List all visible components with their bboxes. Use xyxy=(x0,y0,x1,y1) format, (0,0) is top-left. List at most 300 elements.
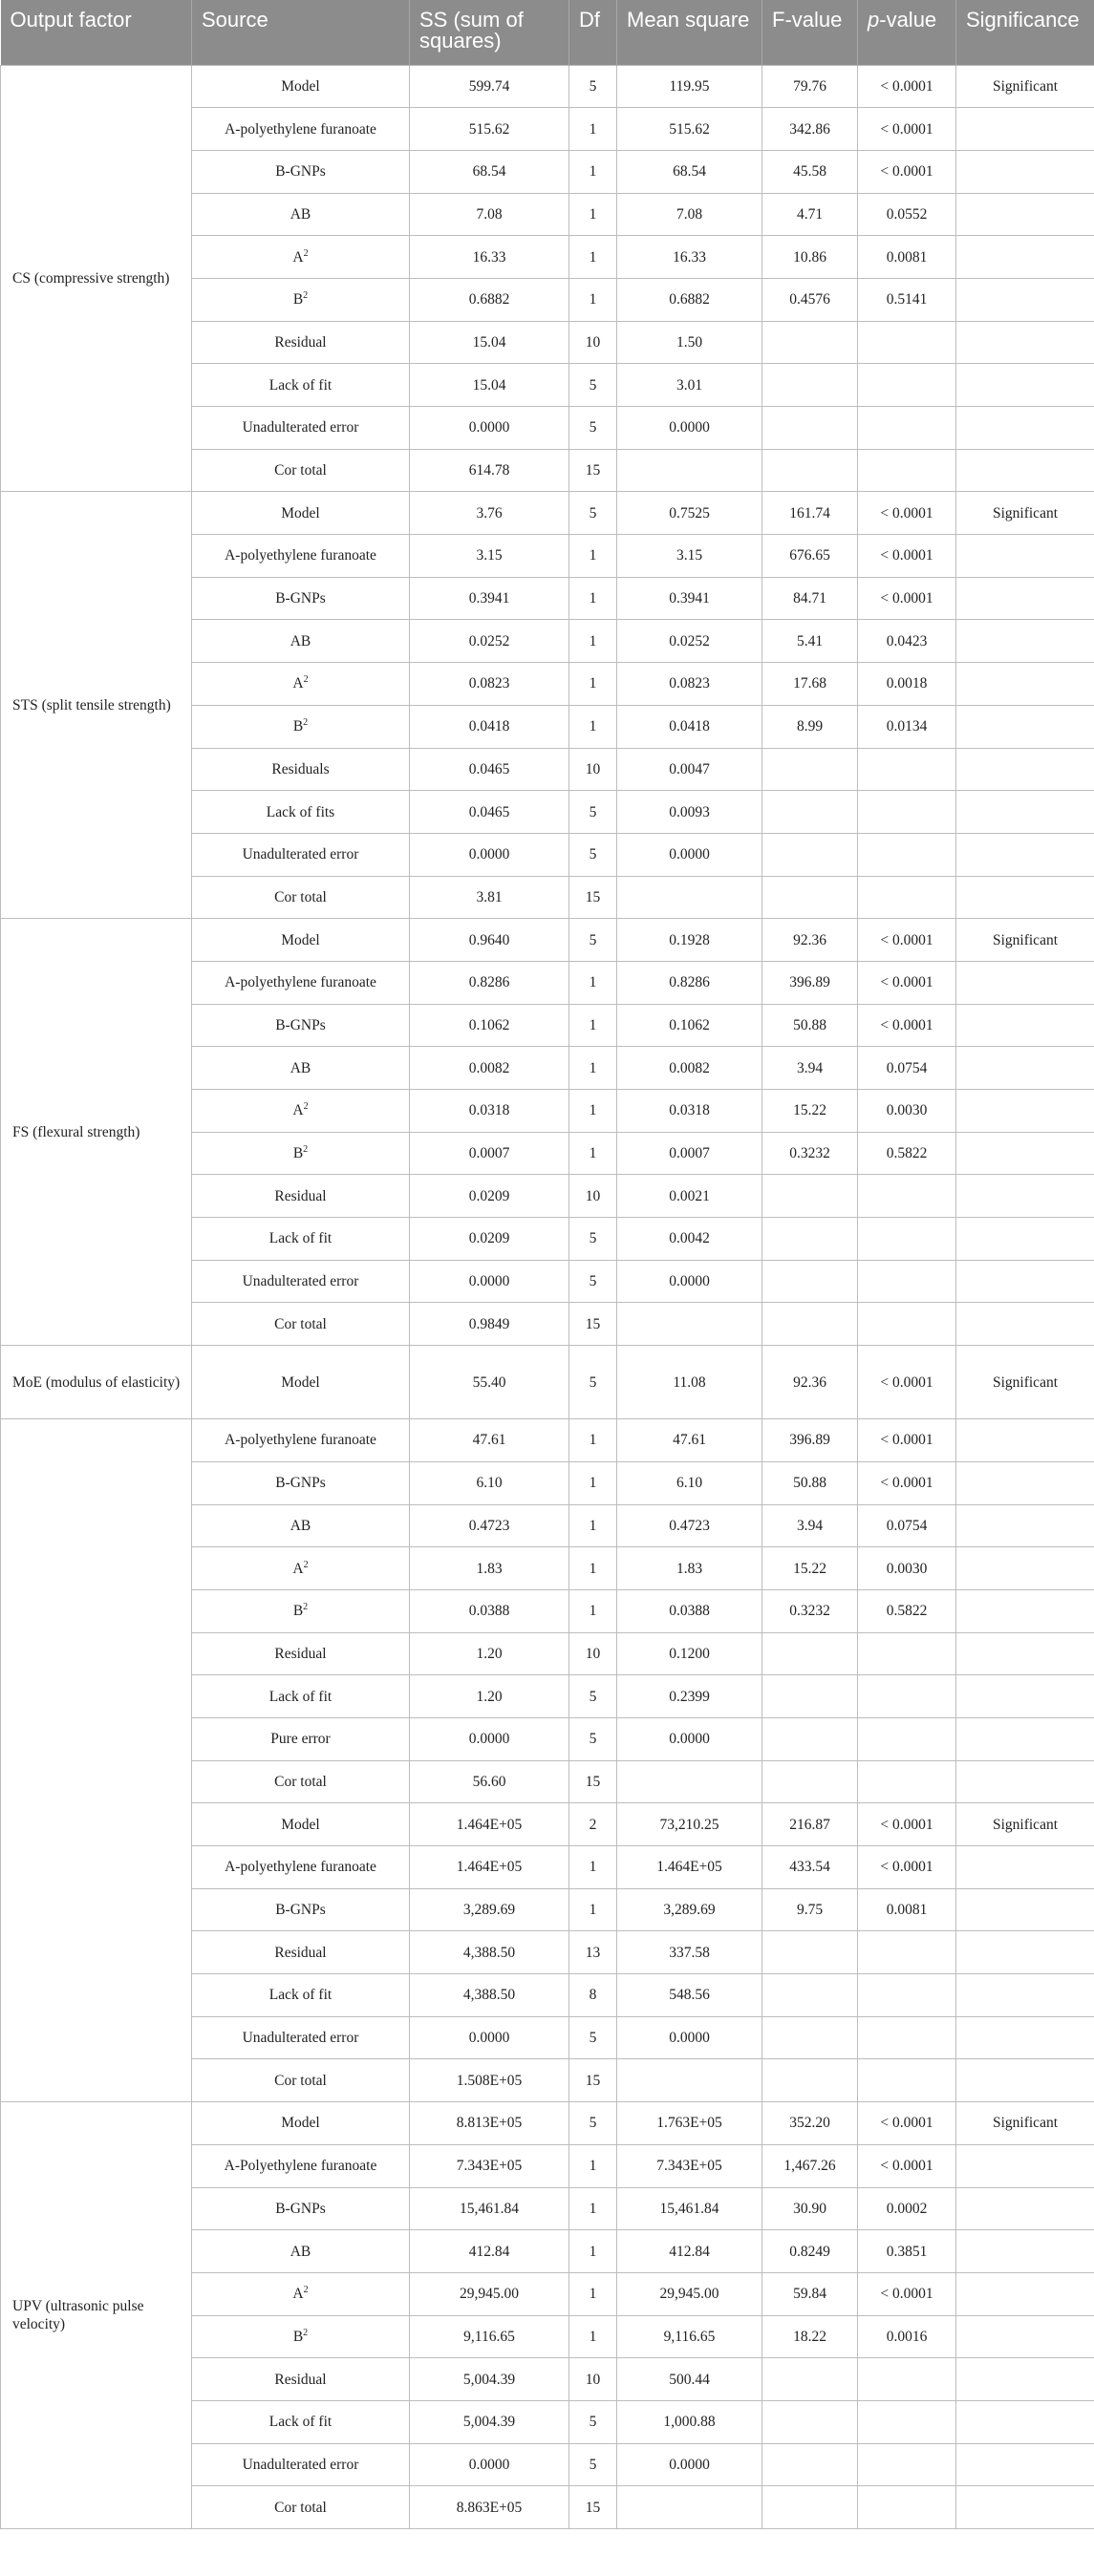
source-cell xyxy=(192,876,410,919)
ss-cell: 0.0082 xyxy=(410,1047,569,1090)
f-value-cell xyxy=(762,791,858,834)
source-label: B-GNPs xyxy=(275,1016,326,1033)
ss-cell: 0.0000 xyxy=(410,2443,569,2486)
source-label: A xyxy=(292,1560,304,1577)
source-label: Model xyxy=(281,1373,320,1391)
f-value-cell: 216.87 xyxy=(762,1803,858,1846)
mean-square-cell: 0.4723 xyxy=(617,1504,762,1547)
p-value-cell: < 0.0001 xyxy=(858,1461,956,1504)
source-label: Residual xyxy=(274,1645,327,1662)
f-value-cell: 84.71 xyxy=(762,577,858,620)
df-cell: 15 xyxy=(569,2059,617,2102)
p-value-cell xyxy=(858,1632,956,1675)
source-cell xyxy=(192,2358,410,2401)
source-cell xyxy=(192,1004,410,1047)
ss-cell: 15.04 xyxy=(410,364,569,407)
ss-cell: 7.08 xyxy=(410,193,569,236)
mean-square-cell: 0.0000 xyxy=(617,2443,762,2486)
source-label: Cor total xyxy=(274,2072,327,2089)
mean-square-cell: 1.50 xyxy=(617,321,762,364)
ss-cell: 0.4723 xyxy=(410,1504,569,1547)
output-factor-cell: MoE (modulus of elasticity) xyxy=(1,1346,192,1419)
header-p-value: p-value xyxy=(858,0,956,65)
source-cell xyxy=(192,2102,410,2145)
source-cell xyxy=(192,919,410,962)
p-value-cell: < 0.0001 xyxy=(858,919,956,962)
ss-cell: 55.40 xyxy=(410,1346,569,1419)
source-cell xyxy=(192,2059,410,2102)
mean-square-cell: 0.0252 xyxy=(617,620,762,663)
p-value-cell: 0.0030 xyxy=(858,1547,956,1590)
mean-square-cell xyxy=(617,876,762,919)
source-label: Lack of fit xyxy=(268,1230,332,1247)
source-label: Residuals xyxy=(271,760,330,777)
p-value-cell: < 0.0001 xyxy=(858,577,956,620)
significance-cell xyxy=(956,1547,1094,1590)
header-source: Source xyxy=(192,0,410,65)
p-value-cell: 0.5822 xyxy=(858,1132,956,1175)
df-cell: 1 xyxy=(569,1547,617,1590)
df-cell: 5 xyxy=(569,2016,617,2059)
ss-cell: 0.0000 xyxy=(410,407,569,450)
p-value-cell xyxy=(858,1218,956,1261)
source-cell xyxy=(192,1047,410,1090)
p-value-cell: < 0.0001 xyxy=(858,492,956,535)
significance-cell xyxy=(956,2486,1094,2529)
mean-square-cell: 0.0007 xyxy=(617,1132,762,1175)
f-value-cell: 4.71 xyxy=(762,193,858,236)
table-row xyxy=(1,492,1094,535)
source-superscript: 2 xyxy=(303,2285,309,2296)
header-significance: Significance xyxy=(956,0,1094,65)
mean-square-cell: 412.84 xyxy=(617,2230,762,2273)
source-superscript: 2 xyxy=(303,2327,309,2338)
p-value-cell: 0.0081 xyxy=(858,236,956,279)
df-cell: 1 xyxy=(569,236,617,279)
p-value-cell: < 0.0001 xyxy=(858,150,956,193)
source-label: AB xyxy=(290,205,311,223)
f-value-cell: 342.86 xyxy=(762,108,858,151)
ss-cell: 56.60 xyxy=(410,1760,569,1803)
ss-cell: 1.508E+05 xyxy=(410,2059,569,2102)
source-cell xyxy=(192,2272,410,2315)
ss-cell: 0.0465 xyxy=(410,791,569,834)
significance-cell: Significant xyxy=(956,65,1094,108)
p-value-cell xyxy=(858,1303,956,1346)
f-value-cell xyxy=(762,364,858,407)
ss-cell: 0.8286 xyxy=(410,961,569,1004)
ss-cell: 0.1062 xyxy=(410,1004,569,1047)
df-cell: 5 xyxy=(569,833,617,876)
source-cell xyxy=(192,1760,410,1803)
p-value-cell: 0.5141 xyxy=(858,278,956,321)
f-value-cell: 9.75 xyxy=(762,1888,858,1931)
df-cell: 1 xyxy=(569,2144,617,2187)
ss-cell: 0.0465 xyxy=(410,748,569,791)
mean-square-cell: 0.0318 xyxy=(617,1090,762,1133)
output-factor-cell: UPV (ultrasonic pulse velocity) xyxy=(1,2102,192,2529)
significance-cell xyxy=(956,1931,1094,1974)
df-cell: 1 xyxy=(569,278,617,321)
source-cell xyxy=(192,705,410,748)
output-factor-cell xyxy=(1,1419,192,2102)
source-label: Unadulterated error xyxy=(242,2030,359,2047)
ss-cell: 1.20 xyxy=(410,1675,569,1718)
source-cell xyxy=(192,2230,410,2273)
f-value-cell: 3.94 xyxy=(762,1047,858,1090)
source-label: Model xyxy=(281,77,320,95)
source-cell xyxy=(192,1132,410,1175)
significance-cell xyxy=(956,620,1094,663)
f-value-cell: 8.99 xyxy=(762,705,858,748)
source-label: A-Polyethylene furanoate xyxy=(224,2158,377,2175)
source-cell xyxy=(192,1260,410,1303)
source-superscript: 2 xyxy=(303,674,309,686)
source-cell xyxy=(192,492,410,535)
source-label: Residual xyxy=(274,2371,327,2388)
p-value-cell: < 0.0001 xyxy=(858,2144,956,2187)
ss-cell: 15,461.84 xyxy=(410,2187,569,2230)
ss-cell: 0.3941 xyxy=(410,577,569,620)
df-cell: 5 xyxy=(569,65,617,108)
df-cell: 15 xyxy=(569,876,617,919)
f-value-cell: 352.20 xyxy=(762,2102,858,2145)
ss-cell: 0.0823 xyxy=(410,663,569,706)
significance-cell xyxy=(956,193,1094,236)
mean-square-cell: 0.0000 xyxy=(617,833,762,876)
df-cell: 1 xyxy=(569,620,617,663)
source-cell xyxy=(192,1346,410,1419)
mean-square-cell: 1.464E+05 xyxy=(617,1846,762,1889)
source-label: Unadulterated error xyxy=(242,846,359,863)
source-label: Residual xyxy=(274,1944,327,1961)
significance-cell xyxy=(956,1047,1094,1090)
f-value-cell xyxy=(762,1260,858,1303)
df-cell: 1 xyxy=(569,1888,617,1931)
source-label: Model xyxy=(281,504,320,522)
p-value-cell: 0.0423 xyxy=(858,620,956,663)
df-cell: 5 xyxy=(569,791,617,834)
significance-cell: Significant xyxy=(956,1346,1094,1419)
f-value-cell: 5.41 xyxy=(762,620,858,663)
significance-cell xyxy=(956,1419,1094,1462)
source-cell xyxy=(192,1218,410,1261)
table-row xyxy=(1,1346,1094,1419)
significance-cell xyxy=(956,535,1094,578)
significance-cell xyxy=(956,2358,1094,2401)
p-value-cell: 0.0754 xyxy=(858,1504,956,1547)
df-cell: 5 xyxy=(569,1260,617,1303)
mean-square-cell: 1,000.88 xyxy=(617,2400,762,2443)
source-label: Cor total xyxy=(274,462,327,479)
significance-cell xyxy=(956,1461,1094,1504)
df-cell: 1 xyxy=(569,108,617,151)
mean-square-cell: 68.54 xyxy=(617,150,762,193)
significance-cell xyxy=(956,2144,1094,2187)
df-cell: 15 xyxy=(569,2486,617,2529)
mean-square-cell: 0.0000 xyxy=(617,407,762,450)
significance-cell xyxy=(956,833,1094,876)
p-value-cell: < 0.0001 xyxy=(858,961,956,1004)
source-label: Cor total xyxy=(274,2499,327,2516)
p-value-cell xyxy=(858,1675,956,1718)
source-label: B-GNPs xyxy=(275,1475,326,1492)
significance-cell xyxy=(956,2016,1094,2059)
mean-square-cell: 15,461.84 xyxy=(617,2187,762,2230)
ss-cell: 6.10 xyxy=(410,1461,569,1504)
mean-square-cell: 0.1200 xyxy=(617,1632,762,1675)
ss-cell: 47.61 xyxy=(410,1419,569,1462)
source-cell xyxy=(192,577,410,620)
significance-cell xyxy=(956,321,1094,364)
f-value-cell: 396.89 xyxy=(762,961,858,1004)
p-value-cell xyxy=(858,1974,956,2017)
significance-cell xyxy=(956,1218,1094,1261)
df-cell: 1 xyxy=(569,1846,617,1889)
header-df: Df xyxy=(569,0,617,65)
source-cell xyxy=(192,2443,410,2486)
ss-cell: 0.0318 xyxy=(410,1090,569,1133)
df-cell: 1 xyxy=(569,1589,617,1632)
ss-cell: 3.76 xyxy=(410,492,569,535)
source-label: Lack of fit xyxy=(268,1688,332,1705)
ss-cell: 4,388.50 xyxy=(410,1931,569,1974)
significance-cell: Significant xyxy=(956,1803,1094,1846)
f-value-cell: 0.3232 xyxy=(762,1132,858,1175)
source-superscript: 2 xyxy=(303,1602,309,1613)
f-value-cell: 676.65 xyxy=(762,535,858,578)
source-label: B xyxy=(292,291,304,309)
significance-cell: Significant xyxy=(956,492,1094,535)
source-cell xyxy=(192,1803,410,1846)
source-cell xyxy=(192,364,410,407)
mean-square-cell: 0.0047 xyxy=(617,748,762,791)
p-value-cell xyxy=(858,1760,956,1803)
mean-square-cell: 9,116.65 xyxy=(617,2315,762,2358)
p-value-cell xyxy=(858,1260,956,1303)
df-cell: 1 xyxy=(569,2315,617,2358)
significance-cell: Significant xyxy=(956,919,1094,962)
p-value-cell xyxy=(858,2016,956,2059)
df-cell: 2 xyxy=(569,1803,617,1846)
mean-square-cell: 47.61 xyxy=(617,1419,762,1462)
source-cell xyxy=(192,1090,410,1133)
source-label: A-polyethylene furanoate xyxy=(225,120,376,138)
source-label: Cor total xyxy=(274,1773,327,1790)
source-cell xyxy=(192,1632,410,1675)
source-label: Model xyxy=(281,931,320,948)
p-value-cell: < 0.0001 xyxy=(858,1004,956,1047)
df-cell: 1 xyxy=(569,150,617,193)
source-superscript: 2 xyxy=(303,1101,309,1113)
ss-cell: 1.464E+05 xyxy=(410,1846,569,1889)
mean-square-cell: 3,289.69 xyxy=(617,1888,762,1931)
df-cell: 5 xyxy=(569,2443,617,2486)
df-cell: 1 xyxy=(569,1047,617,1090)
mean-square-cell: 0.1062 xyxy=(617,1004,762,1047)
source-label: Cor total xyxy=(274,1315,327,1332)
ss-cell: 515.62 xyxy=(410,108,569,151)
p-value-cell xyxy=(858,2059,956,2102)
source-label: Unadulterated error xyxy=(242,2456,359,2473)
source-label: Model xyxy=(281,2115,320,2132)
source-cell xyxy=(192,278,410,321)
df-cell: 1 xyxy=(569,705,617,748)
source-label: AB xyxy=(290,632,311,649)
significance-cell xyxy=(956,1632,1094,1675)
mean-square-cell: 500.44 xyxy=(617,2358,762,2401)
p-value-cell: 0.3851 xyxy=(858,2230,956,2273)
df-cell: 10 xyxy=(569,321,617,364)
df-cell: 1 xyxy=(569,1132,617,1175)
header-output-factor: Output factor xyxy=(1,0,192,65)
source-cell xyxy=(192,833,410,876)
p-value-cell: < 0.0001 xyxy=(858,1419,956,1462)
ss-cell: 0.0000 xyxy=(410,833,569,876)
ss-cell: 1.464E+05 xyxy=(410,1803,569,1846)
significance-cell xyxy=(956,1175,1094,1218)
source-superscript: 2 xyxy=(303,1559,309,1570)
mean-square-cell: 3.15 xyxy=(617,535,762,578)
df-cell: 5 xyxy=(569,1717,617,1760)
source-cell xyxy=(192,321,410,364)
ss-cell: 5,004.39 xyxy=(410,2400,569,2443)
source-cell xyxy=(192,108,410,151)
significance-cell xyxy=(956,449,1094,492)
source-cell xyxy=(192,748,410,791)
ss-cell: 0.0209 xyxy=(410,1218,569,1261)
source-label: A xyxy=(292,1102,304,1119)
mean-square-cell: 119.95 xyxy=(617,65,762,108)
ss-cell: 0.9640 xyxy=(410,919,569,962)
f-value-cell xyxy=(762,407,858,450)
table-row xyxy=(1,1419,1094,1462)
source-label: B-GNPs xyxy=(275,2200,326,2217)
significance-cell xyxy=(956,1132,1094,1175)
p-value-cell: 0.0552 xyxy=(858,193,956,236)
header-mean-square: Mean square xyxy=(617,0,762,65)
significance-cell xyxy=(956,407,1094,450)
df-cell: 15 xyxy=(569,449,617,492)
df-cell: 1 xyxy=(569,535,617,578)
ss-cell: 9,116.65 xyxy=(410,2315,569,2358)
significance-cell xyxy=(956,1760,1094,1803)
f-value-cell: 45.58 xyxy=(762,150,858,193)
f-value-cell xyxy=(762,2358,858,2401)
table-row xyxy=(1,919,1094,962)
mean-square-cell xyxy=(617,2059,762,2102)
f-value-cell: 17.68 xyxy=(762,663,858,706)
significance-cell xyxy=(956,876,1094,919)
df-cell: 10 xyxy=(569,2358,617,2401)
ss-cell: 599.74 xyxy=(410,65,569,108)
df-cell: 10 xyxy=(569,748,617,791)
ss-cell: 29,945.00 xyxy=(410,2272,569,2315)
source-superscript: 2 xyxy=(303,717,309,728)
f-value-cell: 10.86 xyxy=(762,236,858,279)
source-cell xyxy=(192,1547,410,1590)
source-cell xyxy=(192,1303,410,1346)
table-body xyxy=(1,65,1094,2529)
mean-square-cell: 0.0000 xyxy=(617,1717,762,1760)
ss-cell: 68.54 xyxy=(410,150,569,193)
df-cell: 13 xyxy=(569,1931,617,1974)
significance-cell xyxy=(956,1974,1094,2017)
source-cell xyxy=(192,2486,410,2529)
source-label: A-polyethylene furanoate xyxy=(225,1432,376,1449)
df-cell: 1 xyxy=(569,2187,617,2230)
mean-square-cell: 515.62 xyxy=(617,108,762,151)
mean-square-cell xyxy=(617,1760,762,1803)
df-cell: 5 xyxy=(569,407,617,450)
df-cell: 5 xyxy=(569,2400,617,2443)
ss-cell: 16.33 xyxy=(410,236,569,279)
ss-cell: 3,289.69 xyxy=(410,1888,569,1931)
ss-cell: 1.83 xyxy=(410,1547,569,1590)
df-cell: 5 xyxy=(569,2102,617,2145)
p-value-cell xyxy=(858,1931,956,1974)
source-label: Unadulterated error xyxy=(242,419,359,436)
source-cell xyxy=(192,236,410,279)
df-cell: 5 xyxy=(569,1346,617,1419)
source-label: B xyxy=(292,718,304,735)
f-value-cell xyxy=(762,1931,858,1974)
source-label: A xyxy=(292,2286,304,2303)
significance-cell xyxy=(956,2315,1094,2358)
significance-cell xyxy=(956,364,1094,407)
p-value-cell xyxy=(858,2486,956,2529)
significance-cell xyxy=(956,663,1094,706)
table-row xyxy=(1,65,1094,108)
ss-cell: 0.0007 xyxy=(410,1132,569,1175)
df-cell: 5 xyxy=(569,364,617,407)
mean-square-cell: 0.1928 xyxy=(617,919,762,962)
significance-cell: Significant xyxy=(956,2102,1094,2145)
significance-cell xyxy=(956,2230,1094,2273)
source-label: Lack of fit xyxy=(268,376,332,394)
ss-cell: 0.0418 xyxy=(410,705,569,748)
p-value-cell xyxy=(858,2400,956,2443)
source-cell xyxy=(192,2187,410,2230)
source-cell xyxy=(192,1717,410,1760)
significance-cell xyxy=(956,1090,1094,1133)
source-cell xyxy=(192,150,410,193)
source-cell xyxy=(192,663,410,706)
df-cell: 10 xyxy=(569,1175,617,1218)
f-value-cell: 433.54 xyxy=(762,1846,858,1889)
f-value-cell: 15.22 xyxy=(762,1090,858,1133)
ss-cell: 8.863E+05 xyxy=(410,2486,569,2529)
ss-cell: 3.15 xyxy=(410,535,569,578)
p-value-cell xyxy=(858,364,956,407)
source-label: B-GNPs xyxy=(275,1902,326,1919)
source-label: A-polyethylene furanoate xyxy=(225,1859,376,1876)
source-label: Pure error xyxy=(270,1731,331,1748)
mean-square-cell: 0.0388 xyxy=(617,1589,762,1632)
mean-square-cell: 0.0042 xyxy=(617,1218,762,1261)
source-label: Residual xyxy=(274,333,327,351)
mean-square-cell xyxy=(617,449,762,492)
p-value-cell: < 0.0001 xyxy=(858,535,956,578)
source-label: Model xyxy=(281,1816,320,1833)
f-value-cell: 18.22 xyxy=(762,2315,858,2358)
ss-cell: 0.6882 xyxy=(410,278,569,321)
significance-cell xyxy=(956,1004,1094,1047)
source-cell xyxy=(192,2315,410,2358)
source-label: Unadulterated error xyxy=(242,1273,359,1290)
significance-cell xyxy=(956,2187,1094,2230)
f-value-cell xyxy=(762,1717,858,1760)
